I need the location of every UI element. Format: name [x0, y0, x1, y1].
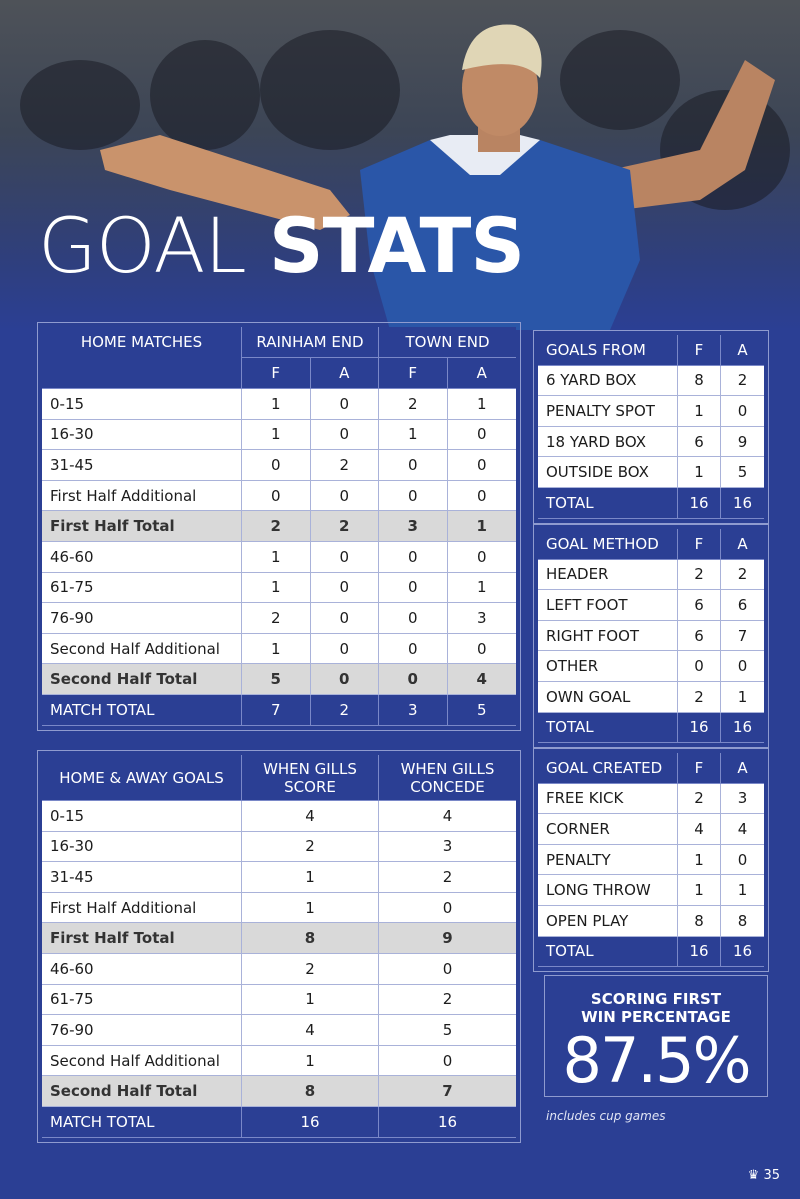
cell-a: 9 — [721, 427, 764, 458]
row-label: OPEN PLAY — [538, 906, 678, 937]
cell-re-f: 1 — [242, 573, 311, 604]
cell-re-f: 0 — [242, 450, 311, 481]
cell-f: 4 — [678, 814, 721, 845]
scoring-first-box — [544, 975, 768, 1097]
row-label: OWN GOAL — [538, 682, 678, 713]
row-label: 16-30 — [42, 420, 242, 451]
cell-a: 16 — [721, 713, 764, 744]
cell-f: 6 — [678, 590, 721, 621]
hero-photo — [0, 0, 800, 330]
goal-created-table — [538, 753, 764, 967]
cell-re-f: 0 — [242, 481, 311, 512]
row-label: 76-90 — [42, 1015, 242, 1046]
cell-te-a: 1 — [448, 511, 517, 542]
row-label: TOTAL — [538, 488, 678, 519]
table-row — [538, 560, 764, 591]
cell-a: 1 — [721, 875, 764, 906]
page-number — [748, 1168, 780, 1183]
row-label: First Half Total — [42, 511, 242, 542]
win-percentage-value: 87.5% — [562, 1024, 750, 1097]
row-label: PENALTY — [538, 845, 678, 876]
table-row — [42, 985, 516, 1016]
cell-re-a: 0 — [311, 481, 380, 512]
goal-method-a-header: A — [721, 529, 764, 560]
cell-f: 0 — [678, 651, 721, 682]
home-matches-table — [42, 327, 516, 726]
cell-re-f: 1 — [242, 420, 311, 451]
cell-re-a: 0 — [311, 420, 380, 451]
rainham-a-header: A — [311, 358, 380, 389]
cell-te-a: 1 — [448, 389, 517, 420]
row-label: Second Half Additional — [42, 1046, 242, 1077]
cell-te-f: 0 — [379, 664, 448, 695]
cell-a: 2 — [721, 560, 764, 591]
table-row — [42, 542, 516, 573]
row-label: PENALTY SPOT — [538, 396, 678, 427]
cell-f: 8 — [678, 906, 721, 937]
cell-te-a: 0 — [448, 634, 517, 665]
cell-re-a: 0 — [311, 664, 380, 695]
cell-concede: 0 — [379, 893, 516, 924]
cell-te-a: 5 — [448, 695, 517, 726]
cell-te-a: 3 — [448, 603, 517, 634]
goals-from-a-header: A — [721, 335, 764, 366]
cell-f: 2 — [678, 560, 721, 591]
table-row — [42, 1107, 516, 1138]
table-row — [42, 634, 516, 665]
cell-te-a: 1 — [448, 573, 517, 604]
row-label: 6 YARD BOX — [538, 366, 678, 397]
row-label: 18 YARD BOX — [538, 427, 678, 458]
cell-te-f: 0 — [379, 450, 448, 481]
row-label: FREE KICK — [538, 784, 678, 815]
table-row — [42, 832, 516, 863]
row-label: MATCH TOTAL — [42, 695, 242, 726]
row-label: Second Half Total — [42, 664, 242, 695]
cell-concede: 3 — [379, 832, 516, 863]
cell-f: 2 — [678, 682, 721, 713]
goals-from-f-header: F — [678, 335, 721, 366]
goal-method-panel — [533, 524, 769, 748]
cell-te-f: 3 — [379, 511, 448, 542]
club-crest-icon: ♛ — [747, 1168, 760, 1183]
cell-score: 2 — [242, 832, 379, 863]
table-row — [42, 893, 516, 924]
table-row — [538, 937, 764, 968]
cell-concede: 4 — [379, 801, 516, 832]
goal-method-table — [538, 529, 764, 743]
row-label: 0-15 — [42, 801, 242, 832]
table-row — [42, 603, 516, 634]
cell-f: 6 — [678, 427, 721, 458]
cell-re-a: 2 — [311, 695, 380, 726]
cell-te-a: 4 — [448, 664, 517, 695]
table-row — [42, 1015, 516, 1046]
row-label: 31-45 — [42, 450, 242, 481]
row-label: Second Half Additional — [42, 634, 242, 665]
table-row — [42, 511, 516, 542]
row-label: TOTAL — [538, 937, 678, 968]
table-row — [42, 954, 516, 985]
rainham-f-header: F — [242, 358, 311, 389]
home-away-table — [42, 755, 516, 1138]
cell-concede: 2 — [379, 985, 516, 1016]
cell-te-a: 0 — [448, 542, 517, 573]
cell-re-a: 0 — [311, 573, 380, 604]
cell-re-a: 0 — [311, 542, 380, 573]
cell-a: 7 — [721, 621, 764, 652]
row-label: HEADER — [538, 560, 678, 591]
cell-a: 0 — [721, 396, 764, 427]
table-row — [538, 457, 764, 488]
table-row — [538, 682, 764, 713]
table-row — [538, 590, 764, 621]
cell-re-f: 2 — [242, 603, 311, 634]
cell-f: 8 — [678, 366, 721, 397]
page-title — [38, 201, 525, 290]
goal-created-header: GOAL CREATED — [538, 753, 678, 784]
cell-re-f: 2 — [242, 511, 311, 542]
cell-a: 6 — [721, 590, 764, 621]
row-label: First Half Total — [42, 923, 242, 954]
cell-score: 1 — [242, 893, 379, 924]
home-matches-header: HOME MATCHES — [42, 327, 242, 389]
cell-f: 1 — [678, 457, 721, 488]
when-gills-score-header: WHEN GILLS SCORE — [242, 755, 379, 801]
table-row — [538, 366, 764, 397]
cell-f: 6 — [678, 621, 721, 652]
row-label: First Half Additional — [42, 481, 242, 512]
table-row — [538, 906, 764, 937]
cell-a: 8 — [721, 906, 764, 937]
goals-from-header: GOALS FROM — [538, 335, 678, 366]
cell-re-f: 5 — [242, 664, 311, 695]
cell-concede: 9 — [379, 923, 516, 954]
cell-f: 1 — [678, 875, 721, 906]
table-row — [42, 664, 516, 695]
row-label: CORNER — [538, 814, 678, 845]
goals-from-panel — [533, 330, 769, 524]
cell-re-f: 1 — [242, 634, 311, 665]
cell-concede: 0 — [379, 954, 516, 985]
row-label: MATCH TOTAL — [42, 1107, 242, 1138]
table-row — [42, 1076, 516, 1107]
row-label: OUTSIDE BOX — [538, 457, 678, 488]
cell-re-f: 7 — [242, 695, 311, 726]
row-label: LEFT FOOT — [538, 590, 678, 621]
table-row — [538, 396, 764, 427]
cell-te-a: 0 — [448, 420, 517, 451]
table-row — [538, 427, 764, 458]
table-row — [538, 488, 764, 519]
cell-te-f: 0 — [379, 634, 448, 665]
table-row — [42, 695, 516, 726]
rainham-end-header: RAINHAM END — [242, 327, 379, 358]
row-label: 61-75 — [42, 573, 242, 604]
table-row — [538, 845, 764, 876]
cell-re-a: 2 — [311, 450, 380, 481]
table-row — [42, 389, 516, 420]
cell-concede: 0 — [379, 1046, 516, 1077]
cup-games-note: includes cup games — [546, 1109, 666, 1123]
cell-a: 3 — [721, 784, 764, 815]
table-row — [42, 573, 516, 604]
cell-re-a: 0 — [311, 389, 380, 420]
row-label: OTHER — [538, 651, 678, 682]
cell-a: 0 — [721, 651, 764, 682]
cell-te-f: 0 — [379, 603, 448, 634]
town-f-header: F — [379, 358, 448, 389]
cell-score: 4 — [242, 1015, 379, 1046]
row-label: 0-15 — [42, 389, 242, 420]
cell-score: 8 — [242, 1076, 379, 1107]
cell-re-f: 1 — [242, 389, 311, 420]
home-away-header: HOME & AWAY GOALS — [42, 755, 242, 801]
cell-a: 16 — [721, 488, 764, 519]
cell-a: 4 — [721, 814, 764, 845]
row-label: 61-75 — [42, 985, 242, 1016]
cell-score: 1 — [242, 985, 379, 1016]
cell-re-f: 1 — [242, 542, 311, 573]
cell-te-f: 1 — [379, 420, 448, 451]
cell-score: 1 — [242, 1046, 379, 1077]
table-row — [42, 420, 516, 451]
cell-a: 0 — [721, 845, 764, 876]
table-row — [538, 713, 764, 744]
cell-te-f: 2 — [379, 389, 448, 420]
cell-re-a: 0 — [311, 634, 380, 665]
row-label: LONG THROW — [538, 875, 678, 906]
goal-created-panel — [533, 748, 769, 972]
row-label: 16-30 — [42, 832, 242, 863]
table-row — [538, 875, 764, 906]
cell-score: 16 — [242, 1107, 379, 1138]
cell-a: 2 — [721, 366, 764, 397]
cell-a: 16 — [721, 937, 764, 968]
cell-score: 8 — [242, 923, 379, 954]
town-end-header: TOWN END — [379, 327, 516, 358]
home-away-panel — [37, 750, 521, 1143]
table-row — [538, 651, 764, 682]
goal-method-header: GOAL METHOD — [538, 529, 678, 560]
table-row — [538, 784, 764, 815]
goal-created-a-header: A — [721, 753, 764, 784]
table-row — [42, 1046, 516, 1077]
page-title-light: GOAL — [38, 201, 269, 290]
town-a-header: A — [448, 358, 517, 389]
cell-te-f: 0 — [379, 481, 448, 512]
when-gills-concede-header: WHEN GILLS CONCEDE — [379, 755, 516, 801]
row-label: TOTAL — [538, 713, 678, 744]
cell-te-f: 3 — [379, 695, 448, 726]
cell-f: 16 — [678, 713, 721, 744]
table-row — [538, 814, 764, 845]
cell-a: 5 — [721, 457, 764, 488]
cell-score: 2 — [242, 954, 379, 985]
cell-concede: 2 — [379, 862, 516, 893]
goal-created-f-header: F — [678, 753, 721, 784]
scoring-first-line2: WIN PERCENTAGE — [581, 1008, 731, 1026]
cell-score: 4 — [242, 801, 379, 832]
cell-concede: 5 — [379, 1015, 516, 1046]
row-label: RIGHT FOOT — [538, 621, 678, 652]
row-label: 31-45 — [42, 862, 242, 893]
table-row — [538, 621, 764, 652]
cell-re-a: 0 — [311, 603, 380, 634]
table-row — [42, 481, 516, 512]
cell-a: 1 — [721, 682, 764, 713]
row-label: Second Half Total — [42, 1076, 242, 1107]
table-row — [42, 450, 516, 481]
cell-f: 1 — [678, 845, 721, 876]
goal-method-f-header: F — [678, 529, 721, 560]
table-row — [42, 862, 516, 893]
cell-f: 2 — [678, 784, 721, 815]
cell-concede: 7 — [379, 1076, 516, 1107]
cell-te-a: 0 — [448, 450, 517, 481]
cell-concede: 16 — [379, 1107, 516, 1138]
row-label: 46-60 — [42, 954, 242, 985]
row-label: 76-90 — [42, 603, 242, 634]
cell-te-f: 0 — [379, 573, 448, 604]
table-row — [42, 923, 516, 954]
page-number-text: 35 — [763, 1168, 780, 1183]
goals-from-table — [538, 335, 764, 519]
scoring-first-line1: SCORING FIRST — [590, 990, 722, 1008]
row-label: First Half Additional — [42, 893, 242, 924]
cell-score: 1 — [242, 862, 379, 893]
cell-re-a: 2 — [311, 511, 380, 542]
cell-f: 16 — [678, 937, 721, 968]
cell-te-a: 0 — [448, 481, 517, 512]
home-matches-panel — [37, 322, 521, 731]
cell-f: 1 — [678, 396, 721, 427]
page-title-bold: STATS — [268, 201, 525, 290]
table-row — [42, 801, 516, 832]
cell-f: 16 — [678, 488, 721, 519]
row-label: 46-60 — [42, 542, 242, 573]
cell-te-f: 0 — [379, 542, 448, 573]
